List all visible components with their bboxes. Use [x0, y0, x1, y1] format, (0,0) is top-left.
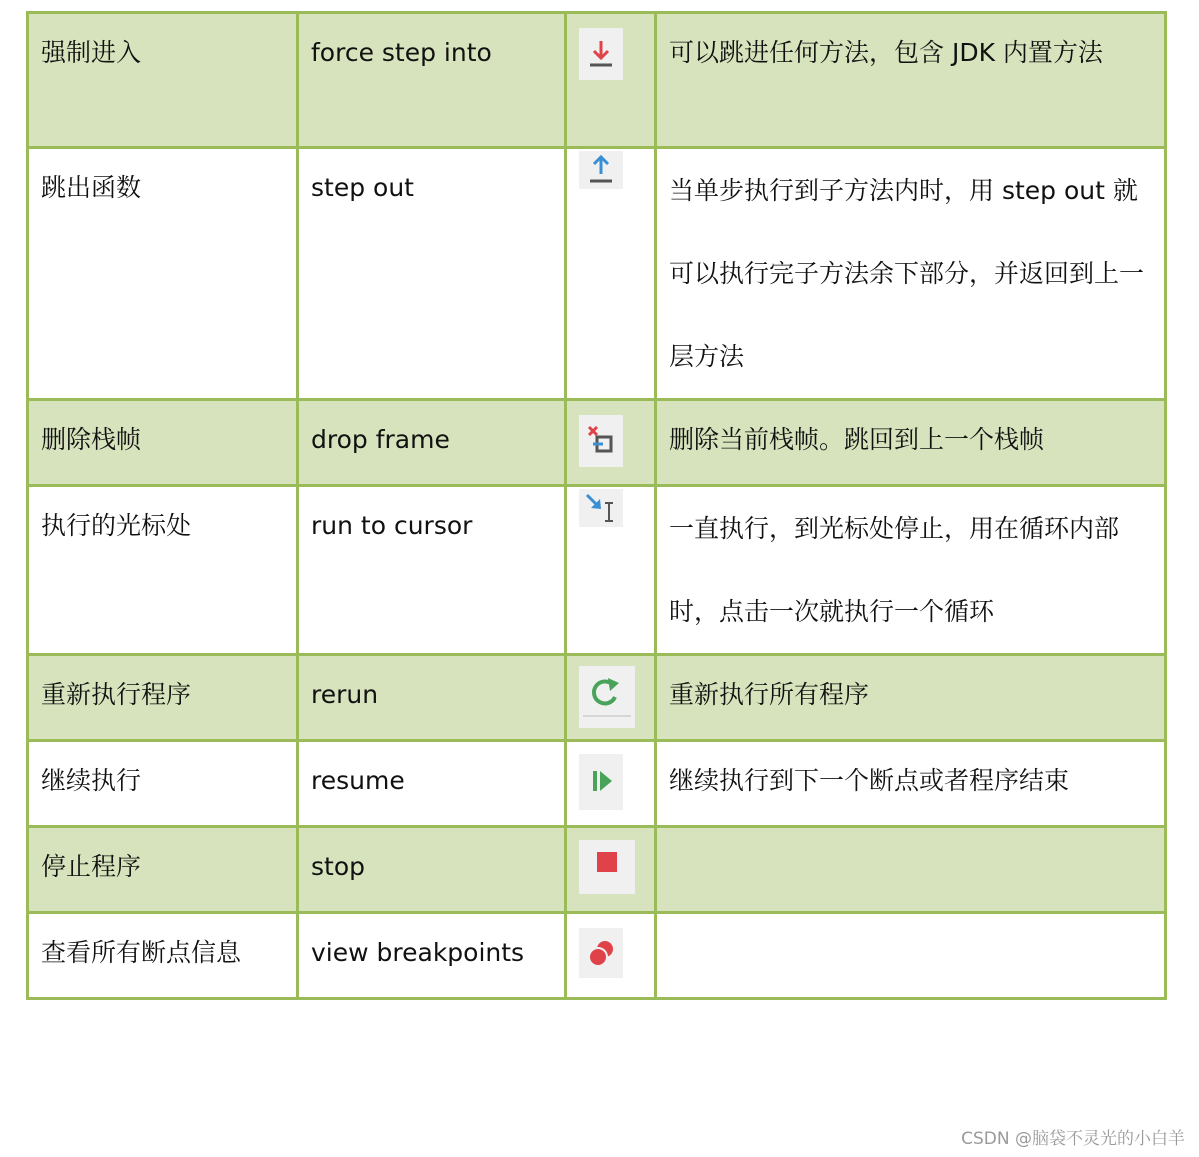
cell-english-name: [298, 827, 566, 913]
cell-chinese-name: [28, 148, 298, 400]
row-label-en: stop: [311, 852, 365, 881]
cell-english-name: [298, 655, 566, 741]
table-row: [28, 827, 1166, 913]
cell-description: [656, 913, 1166, 999]
stop-icon: [579, 840, 635, 894]
cell-english-name: [298, 400, 566, 486]
cell-chinese-name: [28, 913, 298, 999]
step-out-icon: [579, 151, 623, 189]
table-row: [28, 741, 1166, 827]
debugger-actions-table: [26, 11, 1167, 1000]
cell-icon: [566, 148, 656, 400]
run-to-cursor-icon: [579, 489, 623, 527]
cell-chinese-name: [28, 486, 298, 655]
table-row: [28, 13, 1166, 148]
row-label-en: run to cursor: [311, 511, 473, 540]
row-label-cn: 查看所有断点信息: [41, 938, 242, 967]
row-label-en: force step into: [311, 38, 492, 67]
rerun-icon: [579, 666, 635, 728]
row-description: 继续执行到下一个断点或者程序结束: [669, 766, 1070, 795]
cell-english-name: [298, 13, 566, 148]
cell-english-name: [298, 486, 566, 655]
cell-chinese-name: [28, 655, 298, 741]
row-label-en: view breakpoints: [311, 938, 525, 967]
drop-frame-icon: [579, 415, 623, 467]
table-row: [28, 486, 1166, 655]
row-label-en: resume: [311, 766, 405, 795]
cell-description: [656, 741, 1166, 827]
row-label-en: drop frame: [311, 425, 450, 454]
cell-icon: [566, 741, 656, 827]
row-description: [657, 914, 1164, 938]
row-label-cn: 执行的光标处: [41, 511, 192, 540]
row-label-cn: 跳出函数: [41, 173, 142, 202]
cell-chinese-name: [28, 400, 298, 486]
cell-english-name: [298, 148, 566, 400]
cell-description: [656, 400, 1166, 486]
row-label-cn: 停止程序: [41, 852, 142, 881]
row-label-cn: 删除栈帧: [41, 425, 142, 454]
cell-chinese-name: [28, 827, 298, 913]
cell-description: [656, 148, 1166, 400]
resume-icon: [579, 754, 623, 810]
row-description: 可以跳进任何方法，包含 JDK 内置方法: [669, 38, 1103, 67]
cell-icon: [566, 913, 656, 999]
row-label-cn: 强制进入: [41, 38, 142, 67]
cell-english-name: [298, 913, 566, 999]
row-description: [657, 828, 1164, 852]
force-step-into-icon: [579, 28, 623, 80]
cell-description: [656, 655, 1166, 741]
cell-icon: [566, 13, 656, 148]
cell-chinese-name: [28, 13, 298, 148]
table-row: [28, 655, 1166, 741]
table-row: [28, 913, 1166, 999]
row-description: 当单步执行到子方法内时，用 step out 就可以执行完子方法余下部分，并返回到上一层方法: [669, 176, 1145, 371]
row-label-cn: 重新执行程序: [41, 680, 192, 709]
csdn-watermark: CSDN @脑袋不灵光的小白羊: [961, 1129, 1185, 1149]
cell-description: [656, 486, 1166, 655]
table-row: [28, 400, 1166, 486]
row-description: 删除当前栈帧。跳回到上一个栈帧: [669, 425, 1045, 454]
cell-icon: [566, 655, 656, 741]
view-breakpoints-icon: [579, 928, 623, 978]
cell-icon: [566, 400, 656, 486]
row-label-cn: 继续执行: [41, 766, 142, 795]
cell-description: [656, 827, 1166, 913]
row-description: 重新执行所有程序: [669, 680, 870, 709]
row-label-en: step out: [311, 173, 414, 202]
cell-icon: [566, 486, 656, 655]
cell-icon: [566, 827, 656, 913]
cell-english-name: [298, 741, 566, 827]
cell-chinese-name: [28, 741, 298, 827]
row-label-en: rerun: [311, 680, 379, 709]
row-description: 一直执行，到光标处停止，用在循环内部时，点击一次就执行一个循环: [669, 514, 1120, 626]
cell-description: [656, 13, 1166, 148]
table-row: [28, 148, 1166, 400]
